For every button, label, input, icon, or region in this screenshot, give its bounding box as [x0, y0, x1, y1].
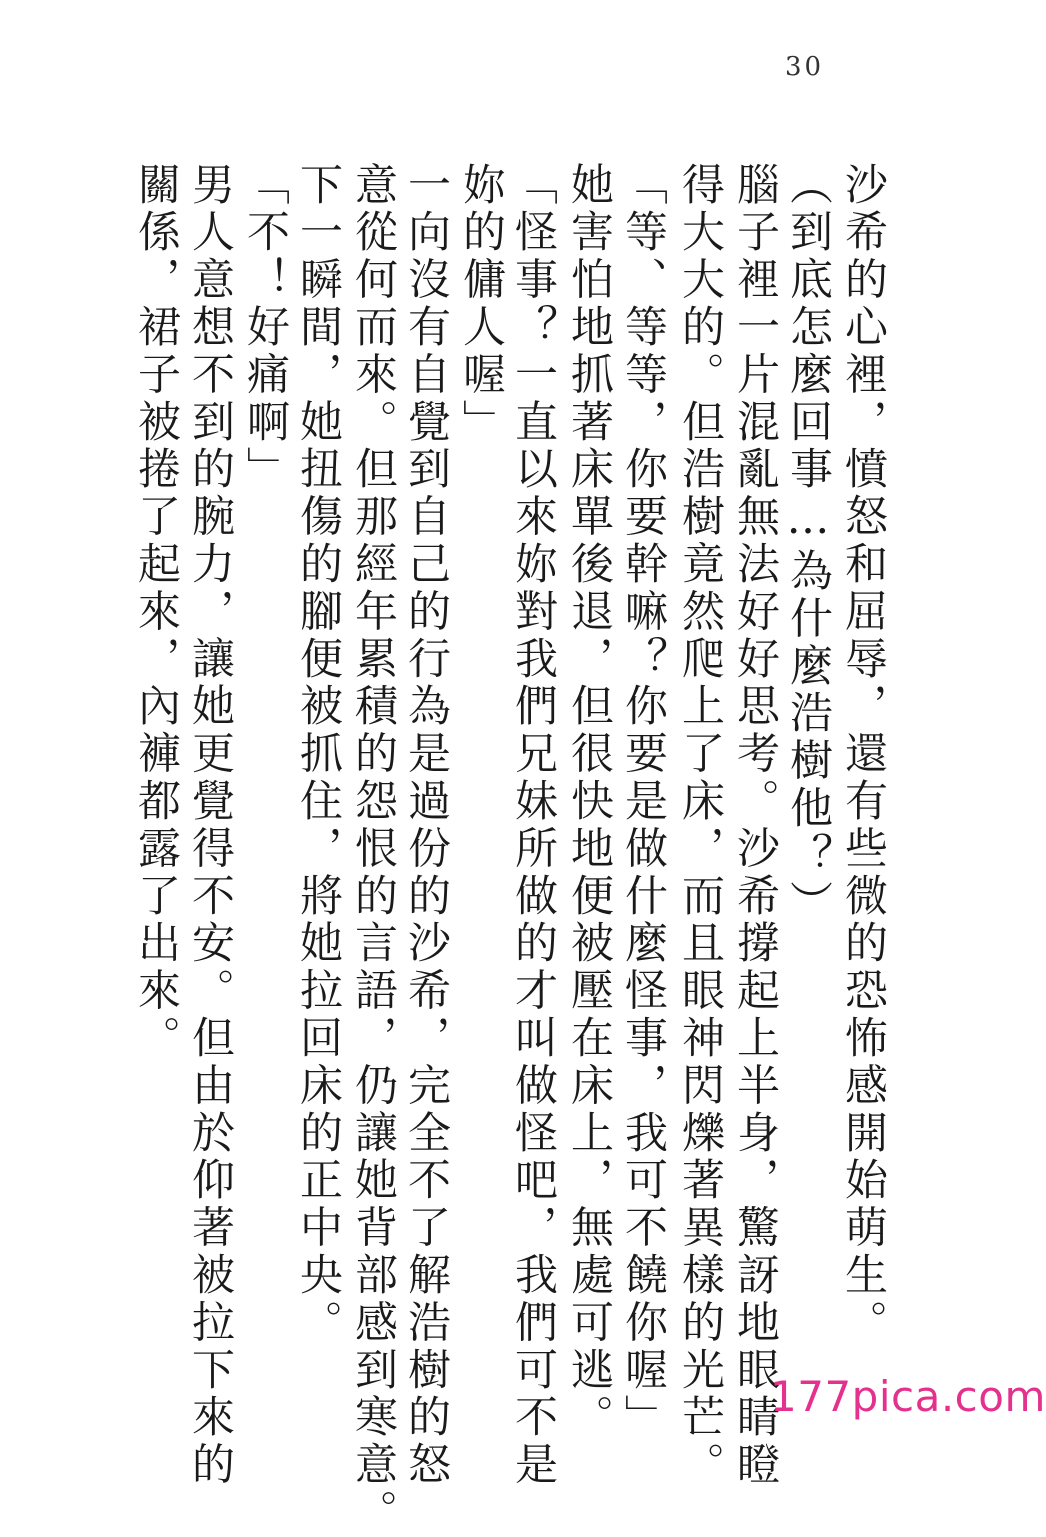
text-column-3: 腦子裡一片混亂無法好好思考。沙希撐起上半身，驚訝地眼睛瞪 [730, 162, 780, 1490]
text-column-12: 「不！好痛啊」 [240, 162, 290, 494]
text-column-5: 「等、等等，你要幹嘛？你要是做什麼怪事，我可不饒你喔」 [618, 162, 668, 1442]
text-column-6: 她害怕地抓著床單後退，但很快地便被壓在床上，無處可逃。 [564, 162, 614, 1442]
text-column-11: 下一瞬間，她扭傷的腳便被抓住，將她拉回床的正中央。 [293, 162, 343, 1347]
text-column-2: （到底怎麼回事…為什麼浩樹他？） [783, 162, 833, 928]
text-column-9: 一向沒有自覺到自己的行為是過份的沙希，完全不了解浩樹的怒 [401, 162, 451, 1490]
text-column-1: 沙希的心裡，憤怒和屈辱，還有些微的恐怖感開始萌生。 [838, 162, 888, 1347]
text-column-13: 男人意想不到的腕力，讓她更覺得不安。但由於仰著被拉下來的 [185, 162, 235, 1490]
text-column-14: 關係，裙子被捲了起來，內褲都露了出來。 [131, 162, 181, 1063]
text-column-4: 得大大的。但浩樹竟然爬上了床，而且眼神閃爍著異樣的光芒。 [675, 162, 725, 1490]
page-number: 30 [785, 52, 825, 82]
text-column-10: 意從何而來。但那經年累積的怨恨的言語，仍讓她背部感到寒意。 [348, 162, 398, 1537]
text-column-8: 妳的傭人喔」 [456, 162, 506, 447]
watermark-text: 177pica.com [770, 1372, 1046, 1421]
text-column-7: 「怪事？一直以來妳對我們兄妹所做的才叫做怪吧，我們可不是 [508, 162, 558, 1490]
